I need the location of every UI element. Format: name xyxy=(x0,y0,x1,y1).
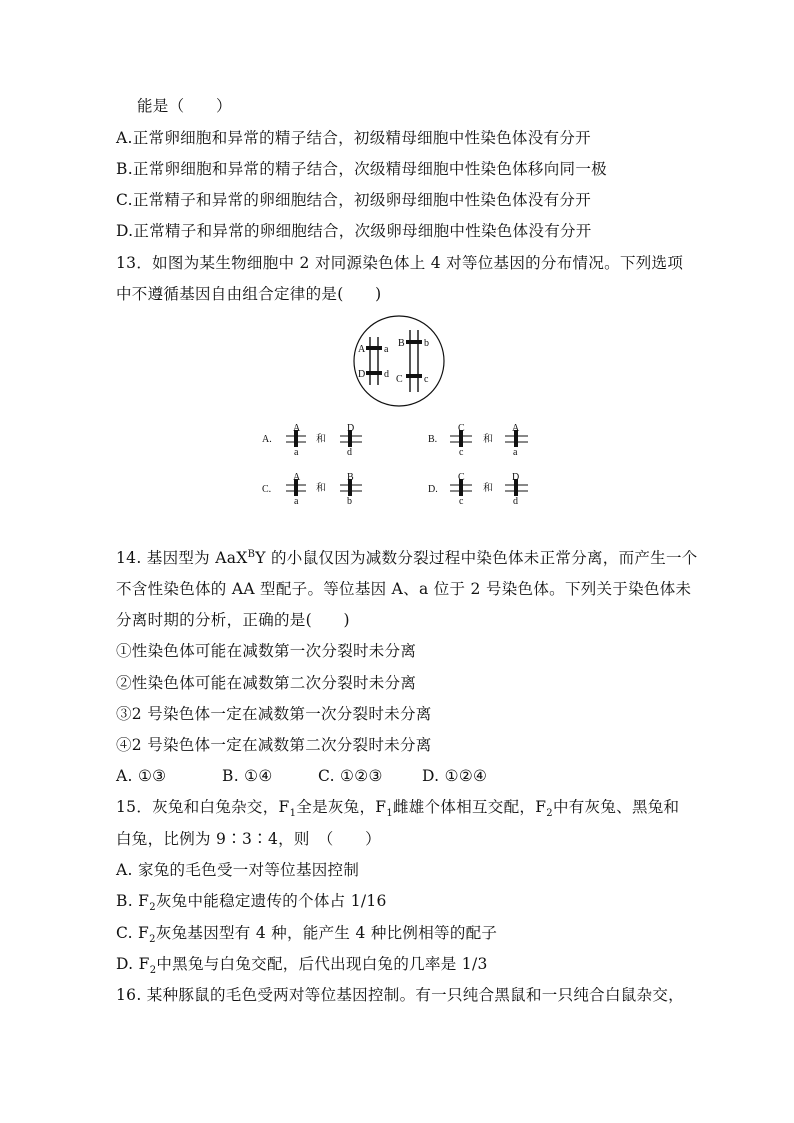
q14-stem-line3: 分离时期的分析，正确的是( ) xyxy=(116,611,350,629)
q13-option-a xyxy=(262,423,362,458)
gene-a: a xyxy=(384,344,389,355)
svg-text:C.: C. xyxy=(262,484,272,495)
svg-text:C: C xyxy=(458,423,465,434)
q13-stem-line1: 13．如图为某生物细胞中 2 对同源染色体上 4 对等位基因的分布情况。下列选项 xyxy=(116,254,684,272)
q15-stem-line2: 白兔，比例为 9∶3∶4，则 （ ） xyxy=(116,830,381,848)
gene-D: D xyxy=(358,369,366,380)
q15-option-d: D. $F_2$中黑兔与白兔交配，后代出现白兔的几率是 1/3 xyxy=(116,955,488,977)
svg-text:和: 和 xyxy=(483,483,493,494)
gene-C: C xyxy=(396,374,403,385)
svg-text:A: A xyxy=(293,423,301,434)
q15-option-a: A. 家兔的毛色受一对等位基因控制 xyxy=(116,861,360,879)
q14-options xyxy=(116,766,487,786)
svg-text:A.: A. xyxy=(262,434,272,445)
svg-text:b: b xyxy=(347,496,352,507)
gene-c: c xyxy=(424,374,429,385)
q16-stem-line1: 16. 某种豚鼠的毛色受两对等位基因控制。有一只纯合黑鼠和一只纯合白鼠杂交， xyxy=(116,986,684,1004)
svg-text:D: D xyxy=(347,423,355,434)
q14-option-d: D. ①②④ xyxy=(422,767,488,785)
q15-stem-line1: 15．灰兔和白兔杂交，$F_1$全是灰兔，$F_1$雌雄个体相互交配，$F_2$中有灰兔、黑兔和 xyxy=(116,798,680,820)
svg-text:d: d xyxy=(513,496,518,507)
svg-text:D.: D. xyxy=(428,484,438,495)
q13-option-c xyxy=(262,472,362,507)
q14-option-a: A. ①③ xyxy=(116,767,167,785)
gene-b: b xyxy=(424,338,429,349)
q12-option-b: B.正常卵细胞和异常的精子结合，次级精母细胞中性染色体移向同一极 xyxy=(116,160,607,178)
svg-text:c: c xyxy=(459,496,464,507)
q14-option-c: C. ①②③ xyxy=(318,767,383,785)
svg-text:c: c xyxy=(459,447,464,458)
q14-option-b: B. ①④ xyxy=(222,767,273,785)
q14-stem-line2: 不含性染色体的 AA 型配子。等位基因 A、a 位于 2 号染色体。下列关于染色体未 xyxy=(116,580,692,598)
q12-option-a: A.正常卵细胞和异常的精子结合，初级精母细胞中性染色体没有分开 xyxy=(116,129,591,147)
cell-outline xyxy=(354,316,444,406)
svg-text:a: a xyxy=(513,447,518,458)
svg-text:B.: B. xyxy=(428,434,438,445)
gene-A: A xyxy=(358,344,366,355)
gene-d: d xyxy=(384,369,389,380)
svg-text:D: D xyxy=(512,472,520,483)
q14-item-3: ③2 号染色体一定在减数第一次分裂时未分离 xyxy=(116,705,432,723)
svg-text:和: 和 xyxy=(316,483,326,494)
svg-text:a: a xyxy=(294,447,299,458)
q12-option-c: C.正常精子和异常的卵细胞结合，初级卵母细胞中性染色体没有分开 xyxy=(116,191,592,209)
svg-text:A: A xyxy=(512,423,520,434)
svg-text:和: 和 xyxy=(483,434,493,445)
q14-item-2: ②性染色体可能在减数第二次分裂时未分离 xyxy=(116,674,417,692)
q15-option-b: B. $F_2$灰兔中能稳定遗传的个体占 1/16 xyxy=(116,892,387,914)
q12-stem-tail: 能是（ ） xyxy=(137,97,232,115)
svg-text:B: B xyxy=(347,472,354,483)
svg-text:d: d xyxy=(347,447,352,458)
q15-option-c: C. $F_2$灰兔基因型有 4 种，能产生 4 种比例相等的配子 xyxy=(116,924,498,946)
q13-option-b xyxy=(428,423,528,458)
svg-text:和: 和 xyxy=(316,434,326,445)
svg-text:A: A xyxy=(293,472,301,483)
gene-B: B xyxy=(398,338,405,349)
q14-item-4: ④2 号染色体一定在减数第二次分裂时未分离 xyxy=(116,736,432,754)
q14-item-1: ①性染色体可能在减数第一次分裂时未分离 xyxy=(116,642,417,660)
q12-option-d: D.正常精子和异常的卵细胞结合，次级卵母细胞中性染色体没有分开 xyxy=(116,222,592,240)
q14-stem-line1: 14. 基因型为 AaX$^B$Y 的小鼠仅因为减数分裂过程中染色体未正常分离，而产生一个 xyxy=(116,548,698,567)
q13-stem-line2: 中不遵循基因自由组合定律的是( ) xyxy=(116,285,382,303)
q13-option-d xyxy=(428,472,528,507)
q13-chromosome-diagram xyxy=(0,0,794,520)
svg-text:a: a xyxy=(294,496,299,507)
svg-text:C: C xyxy=(458,472,465,483)
